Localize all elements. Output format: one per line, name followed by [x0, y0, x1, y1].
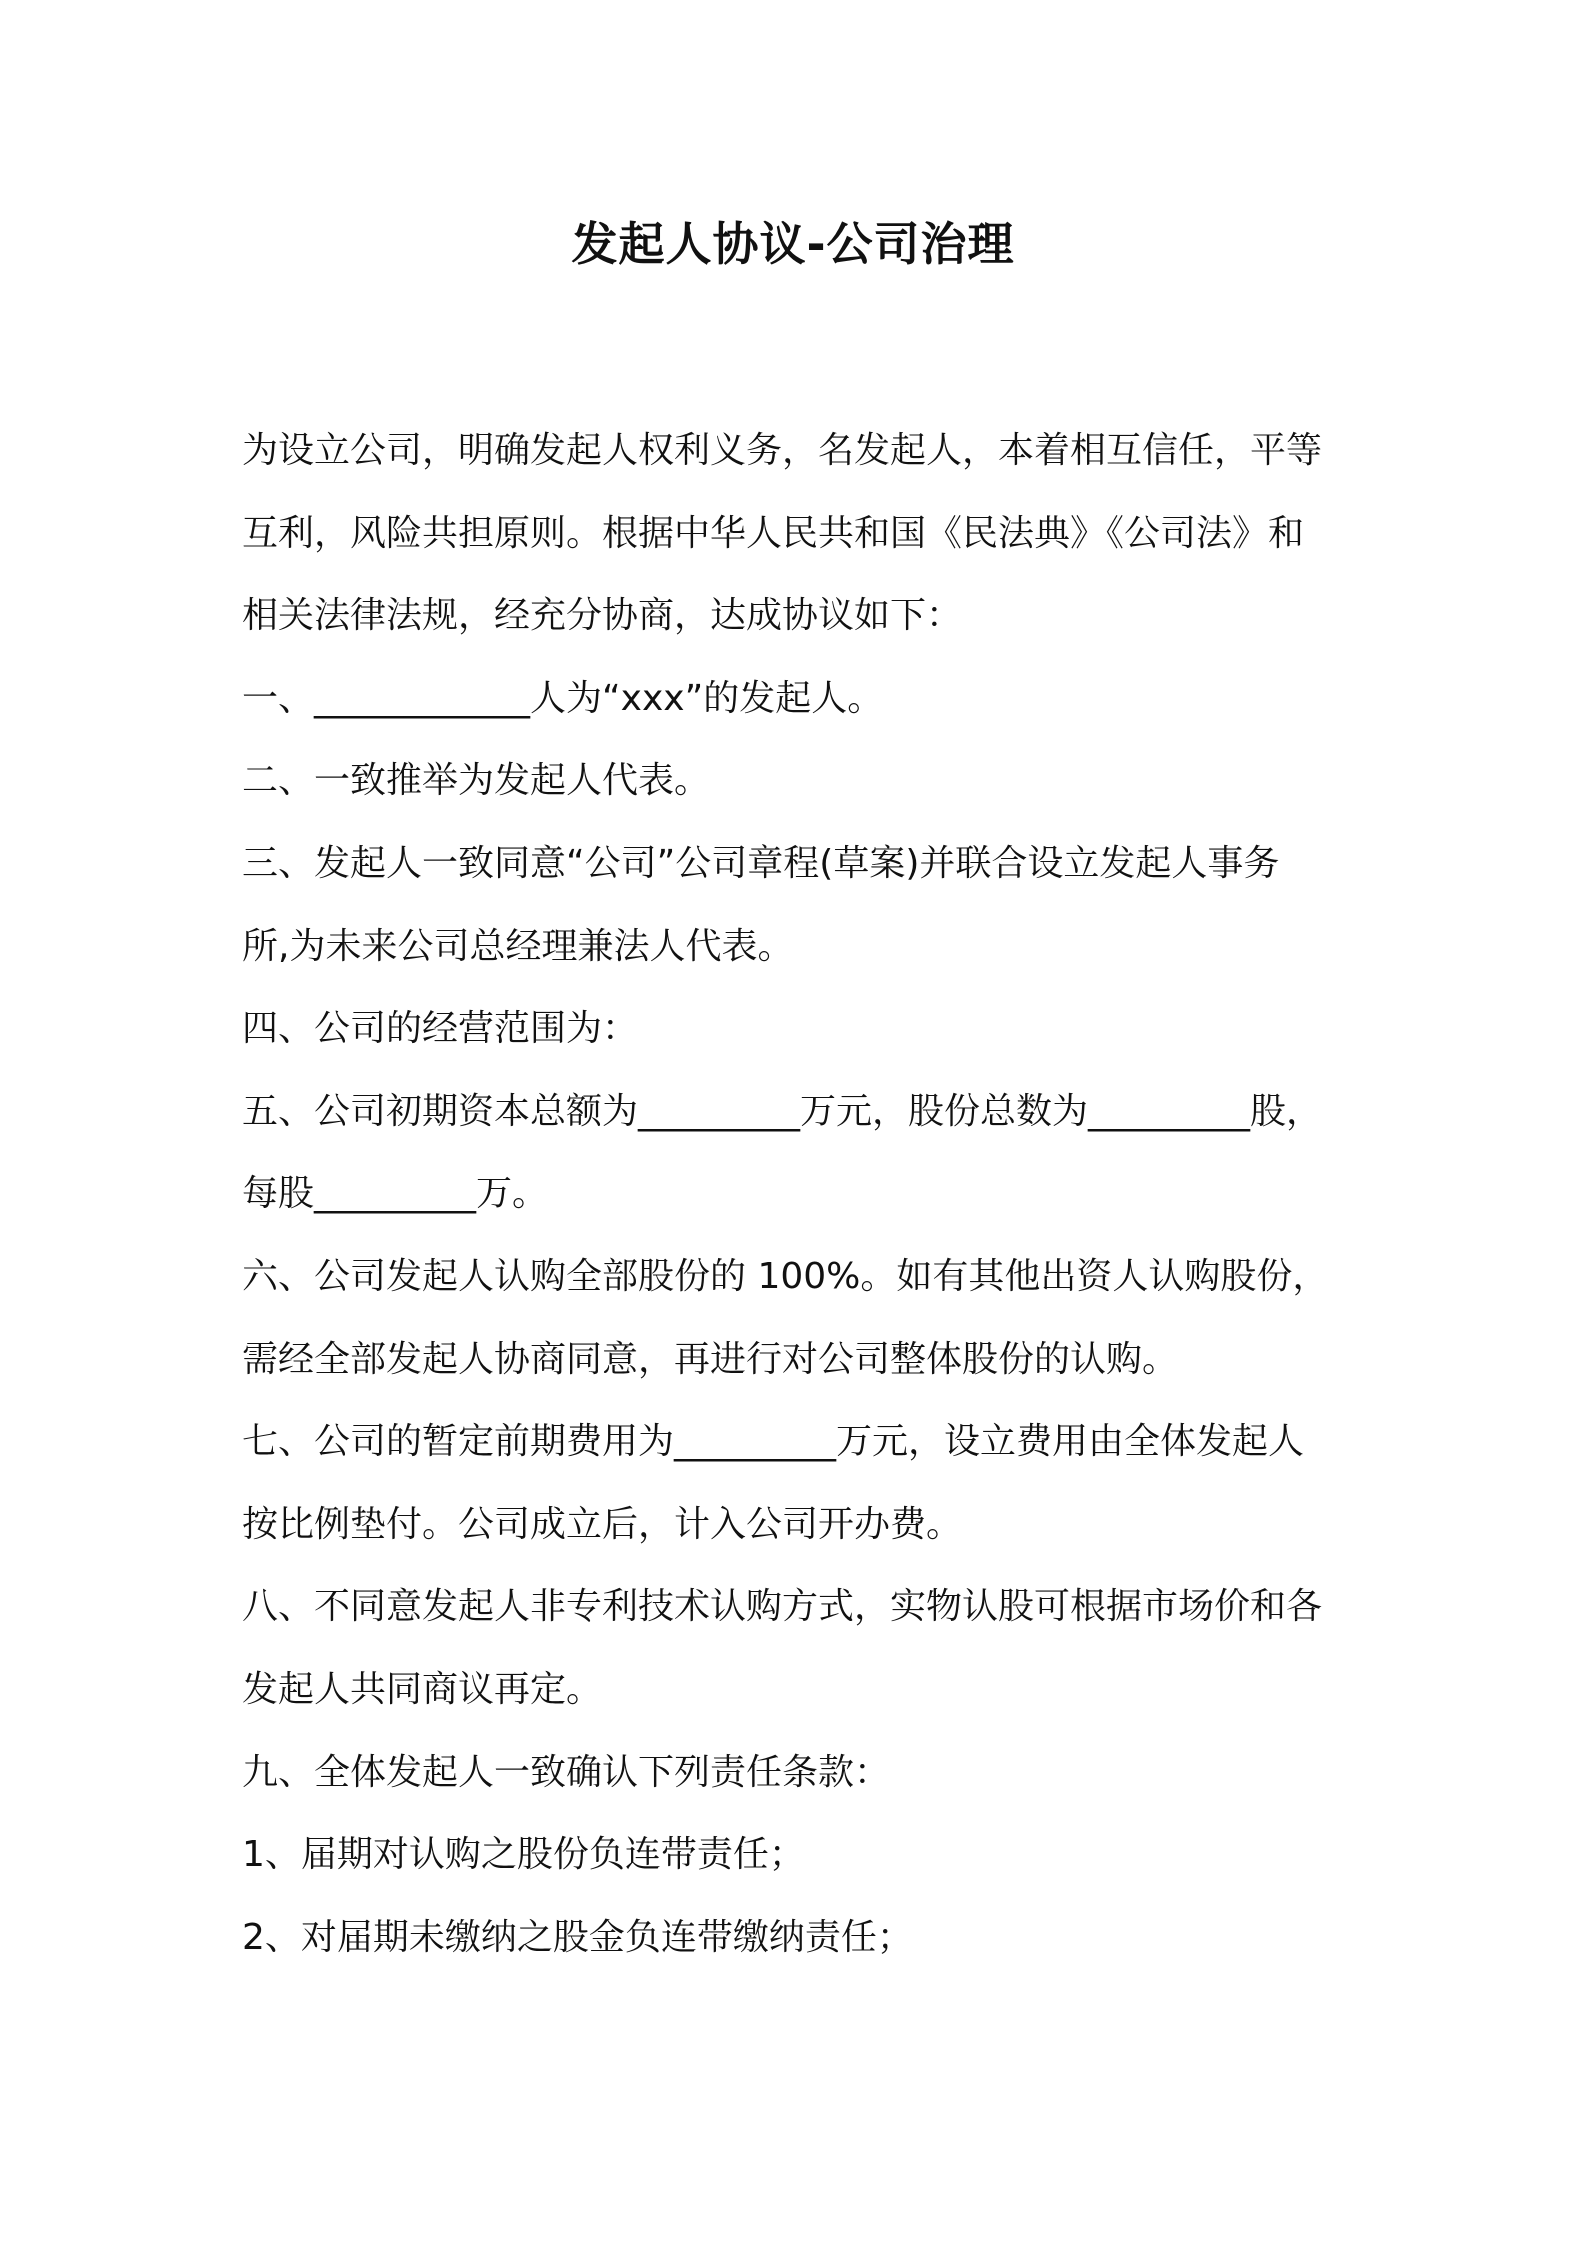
clause-1: 一、____________人为“xxx”的发起人。	[242, 677, 884, 719]
clause-8-cont: 发起人共同商议再定。	[242, 1668, 603, 1710]
body-line: 互利，风险共担原则。根据中华人民共和国《民法典》《公司法》和	[242, 512, 1305, 554]
clause-5-cont: 每股_________万。	[242, 1173, 549, 1215]
document-body	[242, 410, 1364, 1979]
clause-3: 三、发起人一致同意“公司”公司章程(草案)并联合设立发起人事务	[242, 842, 1280, 884]
clause-2: 二、一致推举为发起人代表。	[242, 760, 711, 802]
clause-8: 八、不同意发起人非专利技术认购方式，实物认股可根据市场价和各	[242, 1586, 1323, 1628]
body-line: 为设立公司，明确发起人权利义务，名发起人，本着相互信任，平等	[242, 430, 1323, 471]
clause-7: 七、公司的暂定前期费用为_________万元，设立费用由全体发起人	[242, 1421, 1305, 1463]
clause-9-item-1: 1、届期对认购之股份负连带责任；	[242, 1834, 805, 1876]
clause-9-item-2: 2、对届期未缴纳之股金负连带缴纳责任；	[242, 1916, 913, 1958]
clause-5: 五、公司初期资本总额为_________万元，股份总数为_________股，	[242, 1090, 1323, 1132]
clause-3-cont: 所,为未来公司总经理兼法人代表。	[242, 925, 794, 967]
clause-4: 四、公司的经营范围为：	[242, 1008, 639, 1050]
clause-7-cont: 按比例垫付。公司成立后，计入公司开办费。	[242, 1503, 963, 1545]
body-line: 相关法律法规，经充分协商，达成协议如下：	[242, 595, 963, 637]
document-title: 发起人协议-公司治理	[571, 217, 1015, 271]
clause-6-cont: 需经全部发起人协商同意，再进行对公司整体股份的认购。	[242, 1338, 1179, 1380]
clause-9: 九、全体发起人一致确认下列责任条款：	[242, 1751, 891, 1793]
clause-6: 六、公司发起人认购全部股份的 100%。如有其他出资人认购股份，	[242, 1255, 1329, 1297]
